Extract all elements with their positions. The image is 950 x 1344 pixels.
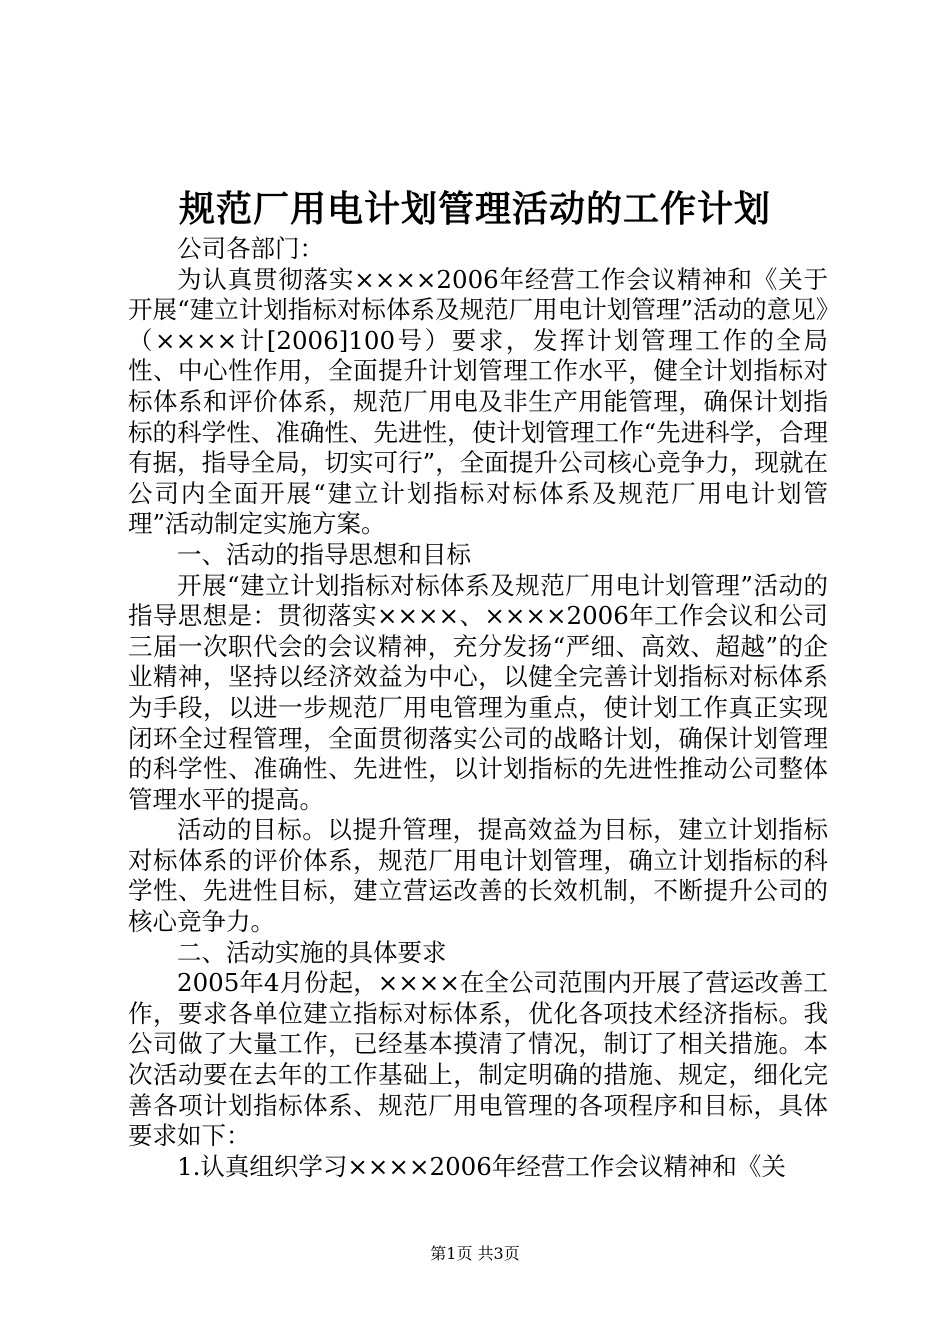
- section-heading-1: 一、活动的指导思想和目标: [177, 539, 471, 569]
- paragraph-guiding-thought: 开展“建立计划指标对标体系及规范厂用电计划管理”活动的指导思想是：贯彻落实××××、××××2006年工作会议和公司三届一次职代会的会议精神，充分发扬“严细、高效、超越”的企业精神，坚持以经济效益为中心，以健全完善计划指标对标体系为手段，以进一步规范厂用电管理为重点，使计划工作真正实现闭环全过程管理，全面贯彻落实公司的战略计划，确保计划管理的科学性、准确性、先进性，以计划指标的先进性推动公司整体管理水平的提高。: [128, 570, 828, 814]
- document-title: 规范厂用电计划管理活动的工作计划: [178, 188, 771, 230]
- paragraph-intro: 为认真贯彻落实××××2006年经营工作会议精神和《关于开展“建立计划指标对标体系及规范厂用电计划管理”活动的意见》（××××计[2006]100号）要求，发挥计划管理工作的全局性、中心性作用，全面提升计划管理工作水平，健全计划指标对标体系和评价体系，规范厂用电及非生产用能管理，确保计划指标的科学性、准确性、先进性，使计划管理工作“先进科学，合理有据，指导全局，切实可行”，全面提升公司核心竞争力，现就在公司内全面开展“建立计划指标对标体系及规范厂用电计划管理”活动制定实施方案。: [128, 264, 828, 539]
- paragraph-item-1: 1.认真组织学习××××2006年经营工作会议精神和《关: [177, 1151, 786, 1181]
- page-footer: 第1页 共3页: [430, 1244, 520, 1263]
- section-heading-2: 二、活动实施的具体要求: [177, 937, 447, 967]
- paragraph-requirements: 2005年4月份起，××××在全公司范围内开展了营运改善工作，要求各单位建立指标对标体系，优化各项技术经济指标。我公司做了大量工作，已经基本摸清了情况，制订了相关措施。本次活动要在去年的工作基础上，制定明确的措施、规定，细化完善各项计划指标体系、规范厂用电管理的各项程序和目标，具体要求如下：: [128, 968, 828, 1151]
- salutation: 公司各部门：: [177, 234, 324, 263]
- paragraph-goal: 活动的目标。以提升管理，提高效益为目标，建立计划指标对标体系的评价体系，规范厂用电计划管理，确立计划指标的科学性、先进性目标，建立营运改善的长效机制，不断提升公司的核心竞争力。: [128, 815, 828, 937]
- document-body: [128, 234, 828, 1182]
